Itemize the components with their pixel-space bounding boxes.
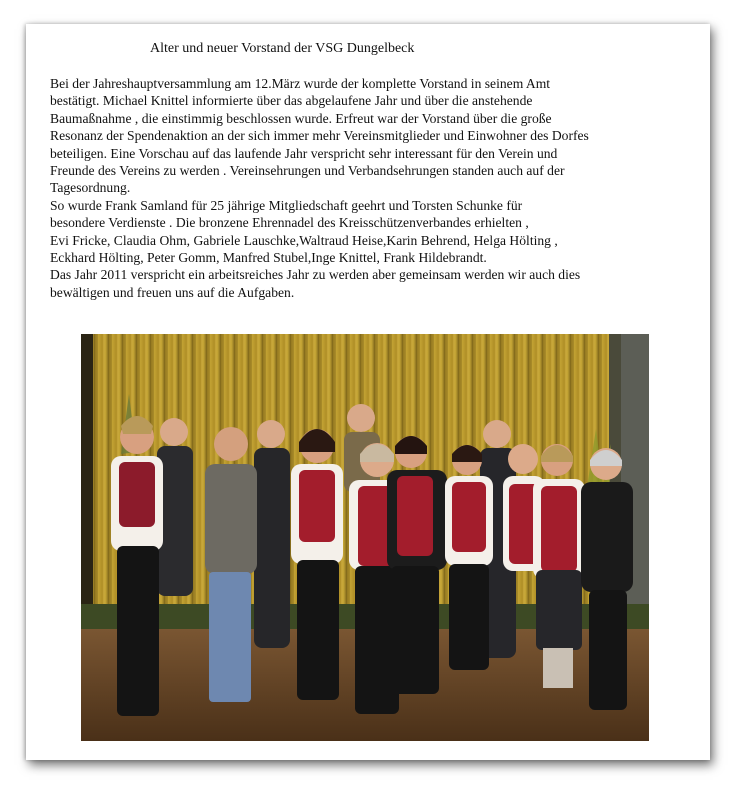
body-line: Eckhard Hölting, Peter Gomm, Manfred Stubel,Inge Knittel, Frank Hildebrandt. <box>50 250 487 266</box>
body-line: Baumaßnahme , die einstimmig beschlossen wurde. Erfreut war der Vorstand über die große <box>50 110 552 126</box>
article-body <box>50 75 700 301</box>
body-line: besondere Verdienste . Die bronzene Ehrennadel des Kreisschützenverbandes erhielten , <box>50 215 529 231</box>
body-line: Freunde des Vereins zu werden . Vereinsehrungen und Verbandsehrungen standen auch auf der <box>50 163 565 179</box>
body-line: Bei der Jahreshauptversammlung am 12.März wurde der komplette Vorstand in seinem Amt <box>50 76 551 91</box>
body-line: Das Jahr 2011 verspricht ein arbeitsreiches Jahr zu werden aber gemeinsam werden wir auch dies <box>50 267 581 283</box>
group-photo <box>81 334 649 741</box>
body-line: So wurde Frank Samland für 25 jährige Mitgliedschaft geehrt und Torsten Schunke für <box>50 197 523 213</box>
document-page <box>26 24 710 760</box>
body-line: Evi Fricke, Claudia Ohm, Gabriele Lauschke,Waltraud Heise,Karin Behrend, Helga Hölting , <box>50 232 558 248</box>
body-line: Tagesordnung. <box>50 180 131 196</box>
body-line: beteiligen. Eine Vorschau auf das laufende Jahr verspricht sehr interessant für den Verein und <box>50 145 558 161</box>
article-title: Alter und neuer Vorstand der VSG Dungelbeck <box>150 41 415 56</box>
body-line: bestätigt. Michael Knittel informierte über das abgelaufene Jahr und über die anstehende <box>50 93 533 109</box>
body-line: Resonanz der Spendenaktion an der sich immer mehr Vereinsmitglieder und Einwohner des Dorfes <box>50 128 589 144</box>
body-line: bewältigen und freuen uns auf die Aufgaben. <box>50 284 295 300</box>
